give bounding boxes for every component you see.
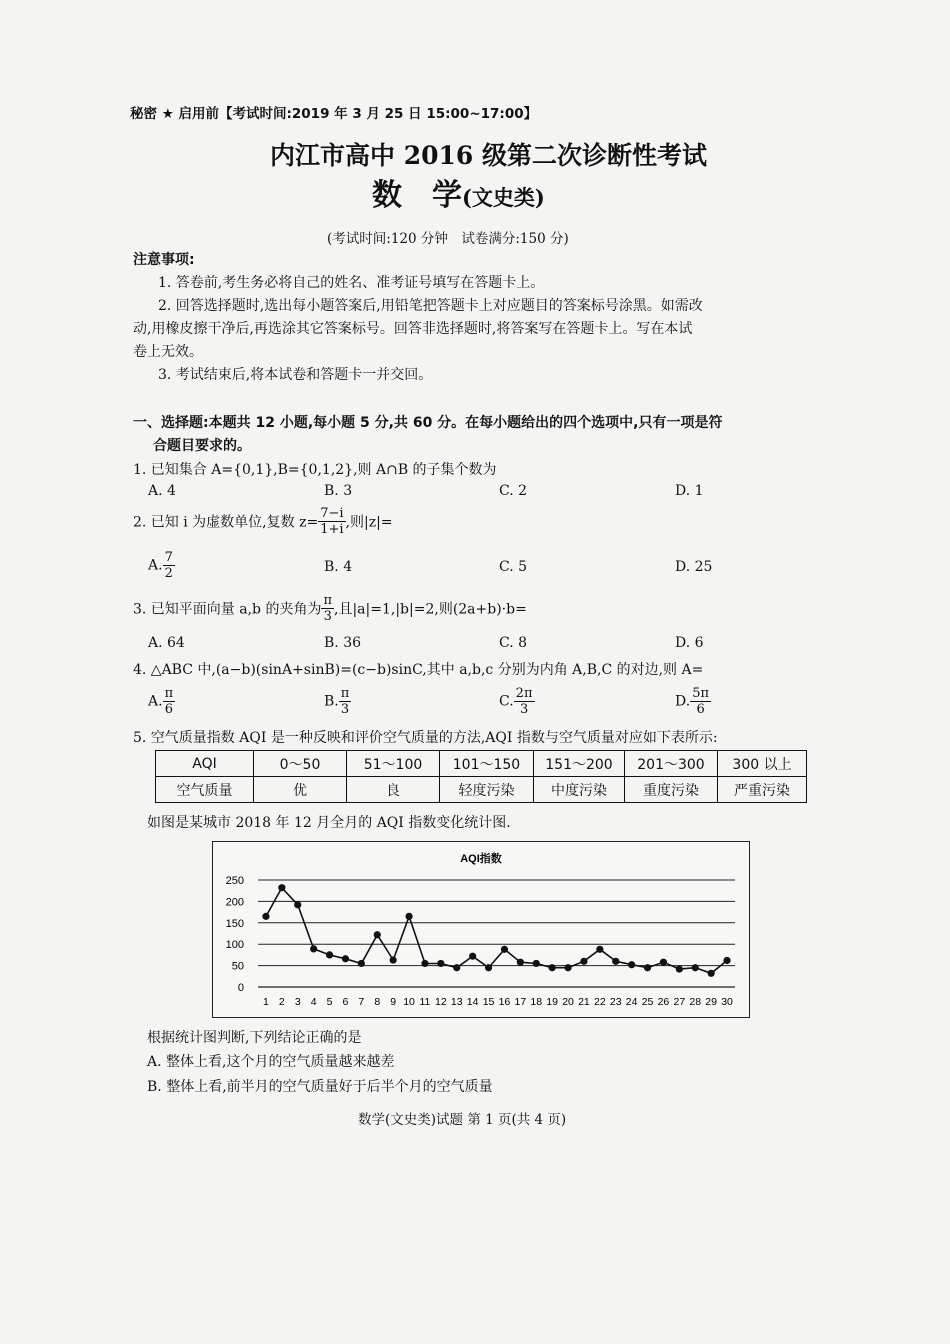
table-cell: 0～50 (254, 751, 347, 777)
data-point (708, 970, 715, 977)
q3-stem: 3. 已知平面向量 a,b 的夹角为 $\frac{\pi}{3}$ ,且|a|=1,|b|=2,则(2a+b)·b= (133, 593, 527, 624)
data-point (723, 957, 730, 964)
x-tick-label: 16 (498, 996, 511, 1008)
q3-option-c: C. 8 (499, 635, 528, 651)
secret-label: 秘密 ★ 启用前【考试时间:2019 年 3 月 25 日 15:00~17:00】 (130, 106, 538, 122)
data-point (549, 964, 556, 971)
subject-name: 数 学 (372, 178, 462, 213)
table-cell: 101～150 (440, 751, 534, 777)
x-tick-label: 13 (450, 996, 463, 1008)
q2-stem (133, 506, 393, 537)
q3-option-d: D. 6 (675, 635, 704, 651)
series-line (266, 888, 727, 974)
data-point (342, 955, 349, 962)
x-tick-label: 17 (514, 996, 527, 1008)
q2-option-b: B. 4 (324, 559, 353, 575)
y-tick-label: 100 (225, 939, 244, 952)
x-tick-label: 29 (705, 996, 717, 1008)
data-point (405, 913, 412, 920)
data-point (564, 964, 571, 971)
data-point (517, 959, 524, 966)
data-point (453, 964, 460, 971)
table-cell: 300 以上 (718, 751, 807, 777)
x-tick-label: 12 (435, 996, 447, 1008)
table-cell: 空气质量 (156, 777, 254, 803)
x-tick-label: 18 (530, 996, 543, 1008)
data-point (294, 901, 301, 908)
x-tick-label: 24 (625, 996, 638, 1008)
y-tick-label: 250 (225, 875, 244, 887)
chart-title: AQI指数 (460, 853, 502, 865)
data-point (644, 964, 651, 971)
chart-intro: 如图是某城市 2018 年 12 月全月的 AQI 指数变化统计图. (147, 815, 511, 831)
exam-title: 内江市高中 2016 级第二次诊断性考试 (270, 141, 707, 170)
table-cell: 151～200 (534, 751, 625, 777)
table-cell: 优 (254, 777, 347, 803)
table-cell: 中度污染 (534, 777, 625, 803)
aqi-chart-frame (212, 841, 750, 1018)
q4-option-c: C. $\frac{2\pi}{3}$ (499, 686, 533, 717)
q5-after: 根据统计图判断,下列结论正确的是 (147, 1030, 362, 1046)
data-point (358, 960, 365, 967)
exam-info: (考试时间:120 分钟 试卷满分:150 分) (327, 231, 569, 247)
x-tick-label: 2 (278, 996, 285, 1008)
data-point (692, 964, 699, 971)
q5-option-a: A. 整体上看,这个月的空气质量越来越差 (147, 1054, 395, 1070)
q5-option-b: B. 整体上看,前半月的空气质量好于后半个月的空气质量 (147, 1079, 493, 1095)
q2-stem-pre: 2. 已知 i 为虚数单位,复数 z= (133, 514, 319, 531)
data-point (278, 884, 285, 891)
data-point (533, 960, 540, 967)
table-cell: 严重污染 (718, 777, 807, 803)
q1-option-d: D. 1 (675, 483, 704, 499)
y-tick-label: 150 (225, 917, 244, 930)
aqi-table-row (156, 777, 807, 803)
y-tick-label: 200 (225, 896, 244, 909)
x-tick-label: 25 (641, 996, 654, 1008)
data-point (421, 960, 428, 967)
q2-option-c: C. 5 (499, 559, 528, 575)
aqi-table (155, 750, 807, 803)
page-footer: 数学(文史类)试题 第 1 页(共 4 页) (358, 1112, 567, 1128)
q2-fraction: $\frac{7-i}{1+i}$ (320, 506, 344, 537)
q1-stem: 1. 已知集合 A={0,1},B={0,1,2},则 A∩B 的子集个数为 (133, 462, 497, 478)
q3-fraction: $\frac{\pi}{3}$ (323, 593, 333, 624)
x-tick-label: 30 (721, 996, 733, 1008)
data-point (612, 958, 619, 965)
x-tick-label: 4 (310, 996, 317, 1008)
note-3: 3. 考试结束后,将本试卷和答题卡一并交回。 (158, 367, 433, 383)
table-cell: 201～300 (625, 751, 718, 777)
x-tick-label: 27 (673, 996, 686, 1008)
subject-title (372, 170, 545, 214)
q4-option-b: B. $\frac{\pi}{3}$ (324, 686, 350, 717)
data-point (374, 931, 381, 938)
section1-line1: 一、选择题:本题共 12 小题,每小题 5 分,共 60 分。在每小题给出的四个选项中,只有一项是符 (133, 415, 723, 431)
note-2c: 卷上无效。 (133, 344, 203, 360)
data-point (469, 953, 476, 960)
table-cell: 51～100 (347, 751, 440, 777)
q3-option-b: B. 36 (324, 635, 362, 651)
data-point (262, 913, 269, 920)
x-tick-label: 14 (466, 996, 479, 1008)
x-tick-label: 22 (594, 996, 606, 1008)
subject-type: (文史类) (462, 185, 545, 210)
data-point (628, 961, 635, 968)
x-tick-label: 21 (578, 996, 590, 1008)
y-tick-label: 50 (231, 960, 244, 973)
x-tick-label: 1 (263, 996, 269, 1008)
x-tick-label: 15 (482, 996, 495, 1008)
q2-option-d: D. 25 (675, 559, 713, 575)
table-cell: 良 (347, 777, 440, 803)
x-tick-label: 23 (609, 996, 622, 1008)
aqi-table-row (156, 751, 807, 777)
x-tick-label: 28 (689, 996, 702, 1008)
q1-option-b: B. 3 (324, 483, 353, 499)
q4-option-d: D. $\frac{5\pi}{6}$ (675, 686, 710, 717)
x-tick-label: 5 (326, 996, 333, 1008)
x-tick-label: 19 (546, 996, 558, 1008)
note-2a: 2. 回答选择题时,选出每小题答案后,用铅笔把答题卡上对应题目的答案标号涂黑。如需改 (158, 298, 703, 314)
section1-line2: 合题目要求的。 (153, 438, 251, 454)
x-tick-label: 3 (294, 996, 301, 1008)
data-point (501, 946, 508, 953)
data-point (485, 964, 492, 971)
data-point (580, 958, 587, 965)
table-cell: AQI (156, 751, 254, 777)
x-tick-label: 11 (419, 996, 431, 1008)
x-tick-label: 9 (390, 996, 397, 1008)
note-1: 1. 答卷前,考生务必将自己的姓名、准考证号填写在答题卡上。 (158, 275, 545, 291)
data-point (660, 959, 667, 966)
q5-stem: 5. 空气质量指数 AQI 是一种反映和评价空气质量的方法,AQI 指数与空气质量对应如下表所示: (133, 730, 718, 746)
x-tick-label: 7 (358, 996, 365, 1008)
data-point (326, 951, 333, 958)
q3-option-a: A. 64 (148, 635, 185, 651)
data-point (676, 965, 683, 972)
y-tick-label: 0 (237, 982, 244, 994)
x-tick-label: 26 (657, 996, 670, 1008)
x-tick-label: 20 (562, 996, 574, 1008)
q2-option-a: A. $\frac{7}{2}$ (148, 550, 173, 581)
table-cell: 轻度污染 (440, 777, 534, 803)
x-tick-label: 10 (403, 996, 415, 1008)
q4-option-a: A. $\frac{\pi}{6}$ (148, 686, 174, 717)
data-point (437, 960, 444, 967)
data-point (596, 946, 603, 953)
q1-option-a: A. 4 (148, 483, 176, 499)
data-point (310, 945, 317, 952)
notes-heading: 注意事项: (133, 252, 195, 268)
x-tick-label: 6 (342, 996, 349, 1008)
q1-option-c: C. 2 (499, 483, 528, 499)
q4-stem: 4. △ABC 中,(a−b)(sinA+sinB)=(c−b)sinC,其中 a,b,c 分别为内角 A,B,C 的对边,则 A= (133, 662, 704, 678)
data-point (390, 956, 397, 963)
note-2b: 动,用橡皮擦干净后,再选涂其它答案标号。回答非选择题时,将答案写在答题卡上。写在本试 (133, 321, 693, 337)
table-cell: 重度污染 (625, 777, 718, 803)
x-tick-label: 8 (374, 996, 381, 1008)
aqi-line-chart (213, 842, 749, 1017)
q2-stem-post: ,则|z|= (345, 514, 393, 531)
